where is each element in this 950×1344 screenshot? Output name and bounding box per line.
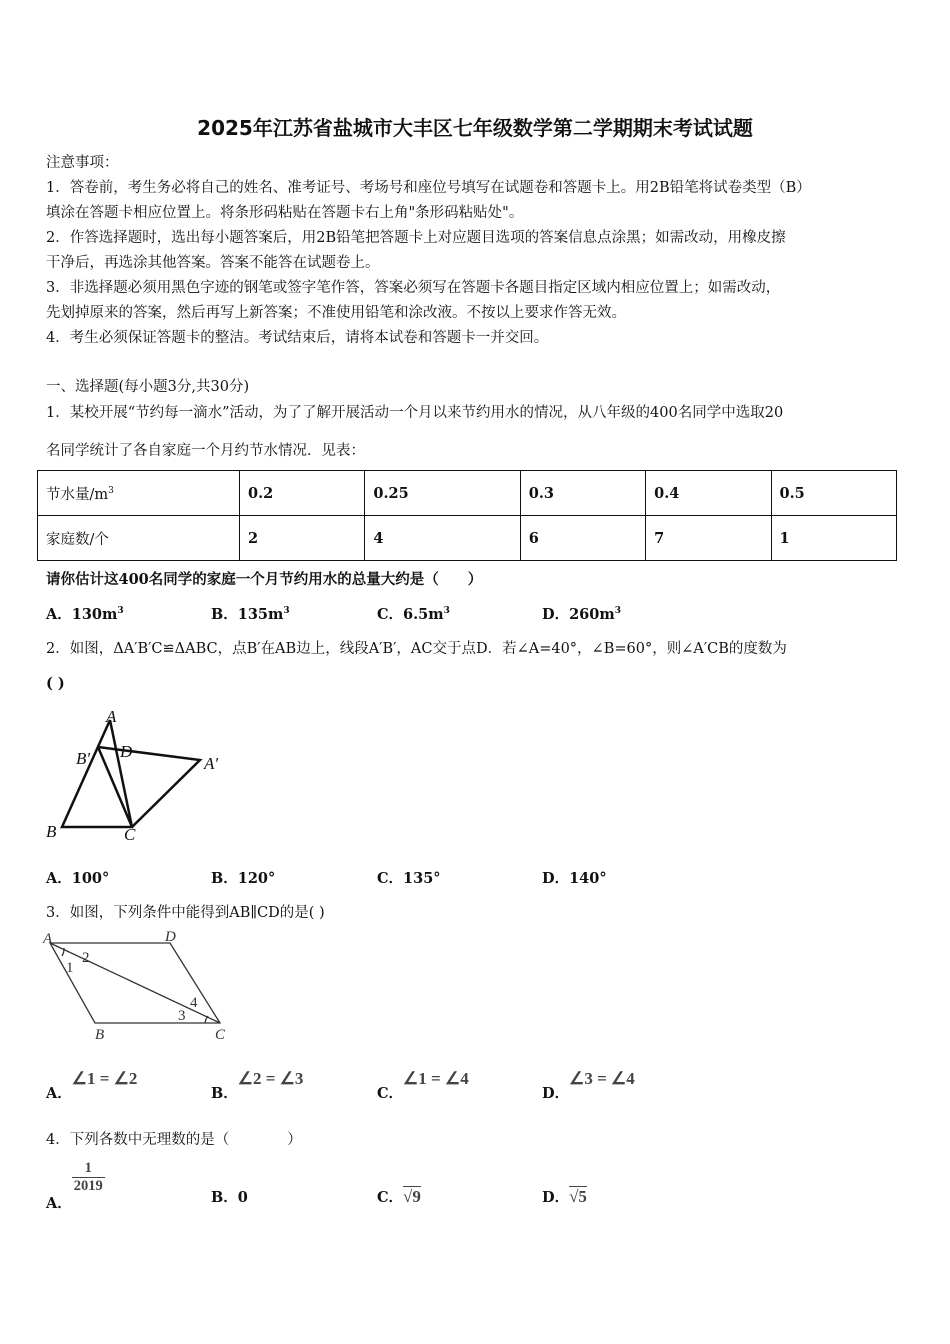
table-row: 节水量$/m^3$ 0.2 0.25 0.3 0.4 0.5 — [38, 471, 897, 516]
notes-heading: 注意事项： — [46, 155, 119, 171]
angle-1: 1 — [66, 960, 74, 976]
angle-4: 4 — [190, 995, 198, 1011]
note-line: 1．答卷前，考生务必将自己的姓名、准考证号、考场号和座位号填写在试题卷和答题卡上。用2B铅笔将试卷类型（B） — [46, 180, 811, 196]
option-b[interactable]: B．0 — [211, 1189, 248, 1206]
q4-text: 4．下列各数中无理数的是（ ） — [46, 1132, 302, 1148]
fraction: $\frac{1}{2019}$ — [73, 1160, 103, 1194]
option-d[interactable]: D．140° — [542, 870, 607, 887]
option-c[interactable]: C．√9 — [377, 1187, 421, 1206]
note-line: 4．考生必须保证答题卡的整洁。考试结束后，请将本试卷和答题卡一并交回。 — [46, 330, 549, 346]
note-line: 3．非选择题必须用黑色字迹的钢笔或签字笔作答，答案必须写在答题卡各题目指定区域内相应位置上；如需改动， — [46, 280, 781, 296]
option-a[interactable]: A．∠1 = ∠2 — [46, 1069, 138, 1102]
option-b[interactable]: B．$135m^3$ — [211, 606, 290, 623]
q1-text: 1．某校开展“节约每一滴水”活动，为了了解开展活动一个月以来节约用水的情况，从八年级的400名同学中选取20 — [46, 405, 784, 421]
q2-text: ( ) — [46, 675, 65, 692]
label-a-prime: A′ — [204, 754, 219, 773]
q3-text: 3．如图，下列条件中能得到AB∥CD的是( ) — [46, 905, 325, 921]
table-cell: 0.4 — [646, 471, 771, 516]
table-cell: 1 — [771, 516, 896, 561]
option-c[interactable]: C．∠1 = ∠4 — [377, 1069, 469, 1102]
option-a[interactable]: A． $\frac{1}{2019}$ — [46, 1160, 103, 1212]
water-saving-table — [37, 470, 897, 561]
table-cell: 0.25 — [365, 471, 520, 516]
option-d[interactable]: D．∠3 = ∠4 — [542, 1069, 635, 1102]
table-header: 节水量/m — [46, 486, 109, 503]
option-d[interactable]: D．$260m^3$ — [542, 606, 621, 623]
angle-2: 2 — [82, 950, 90, 966]
angle-3: 3 — [178, 1008, 186, 1024]
note-line: 填涂在答题卡相应位置上。将条形码粘贴在答题卡右上角"条形码粘贴处"。 — [46, 205, 524, 221]
option-b[interactable]: B．∠2 = ∠3 — [211, 1069, 304, 1102]
table-cell: 0.3 — [520, 471, 645, 516]
option-d[interactable]: D．√5 — [542, 1187, 587, 1206]
table-cell: 0.2 — [240, 471, 365, 516]
page-title: 2025年江苏省盐城市大丰区七年级数学第二学期期末考试试题 — [197, 116, 753, 140]
label-b-prime: B′ — [76, 749, 91, 768]
q3-parallelogram-figure — [40, 928, 240, 1043]
option-c[interactable]: C．135° — [377, 870, 441, 887]
q1-question: 请你估计这400名同学的家庭一个月节约用水的总量大约是（ ） — [46, 571, 483, 588]
label-c: C — [124, 825, 136, 844]
option-a[interactable]: A．100° — [46, 870, 110, 887]
label-b: B — [95, 1027, 105, 1043]
option-c[interactable]: C．$6.5m^3$ — [377, 606, 450, 623]
table-cell: 0.5 — [771, 471, 896, 516]
q2-triangle-figure — [40, 700, 240, 845]
note-line: 2．作答选择题时，选出每小题答案后，用2B铅笔把答题卡上对应题目选项的答案信息点涂黑；如需改动，用橡皮擦 — [46, 230, 786, 246]
label-d: D — [120, 742, 133, 761]
note-line: 先划掉原来的答案，然后再写上新答案；不准使用铅笔和涂改液。不按以上要求作答无效。 — [46, 305, 626, 321]
table-cell: 7 — [646, 516, 771, 561]
label-c: C — [215, 1027, 226, 1043]
label-b: B — [46, 822, 57, 841]
label-a: A — [106, 707, 117, 726]
option-a[interactable]: A．$130m^3$ — [46, 606, 124, 623]
label-a: A — [43, 931, 53, 947]
section-heading: 一、选择题(每小题3分,共30分) — [46, 379, 250, 395]
table-row — [38, 516, 897, 561]
label-d: D — [165, 929, 176, 945]
q2-text: 2．如图，ΔA′B′C≌ΔABC，点B′在AB边上，线段A′B′，AC交于点D．若∠A=40°，∠B=60°，则∠A′CB的度数为 — [46, 641, 787, 657]
table-cell: 4 — [365, 516, 520, 561]
q1-text: 名同学统计了各自家庭一个月约节水情况．见表： — [46, 443, 365, 459]
table-header: 家庭数/个 — [38, 516, 240, 561]
option-b[interactable]: B．120° — [211, 870, 276, 887]
note-line: 干净后，再选涂其他答案。答案不能答在试题卷上。 — [46, 255, 380, 271]
table-cell: 2 — [240, 516, 365, 561]
table-cell: 6 — [520, 516, 645, 561]
